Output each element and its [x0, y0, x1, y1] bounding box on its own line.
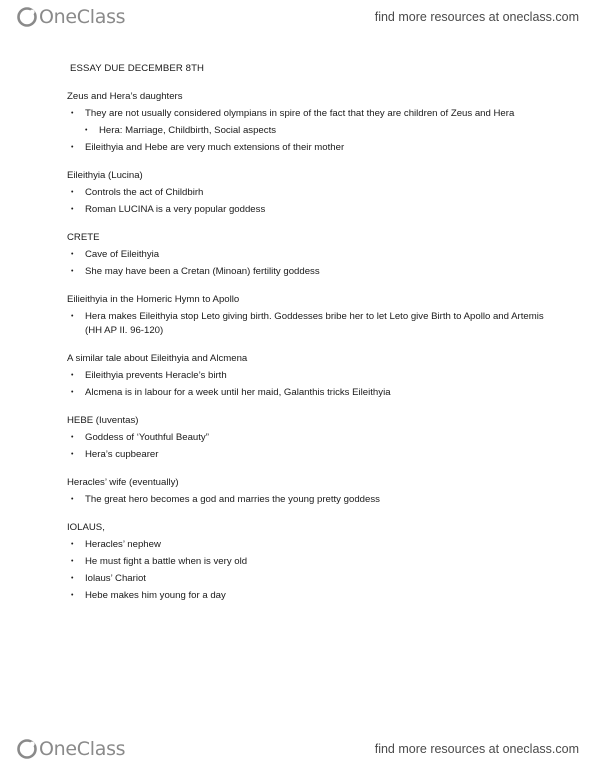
section — [67, 90, 547, 155]
section-heading: Eileithyia (Lucina) — [67, 170, 143, 181]
oneclass-logo[interactable] — [16, 6, 125, 28]
logo-text: OneClass — [39, 6, 126, 28]
bullet-item: • Controls the act of Childbirh — [67, 186, 547, 200]
bullet-item: • She may have been a Cretan (Minoan) fertility goddess — [67, 265, 547, 279]
section-heading: A similar tale about Eileithyia and Alcmena — [67, 353, 248, 364]
sub-bullet-item: • Hera: Marriage, Childbirth, Social aspects — [67, 124, 547, 138]
bullet-list — [67, 248, 547, 279]
section — [67, 293, 547, 338]
bullet-item: • Heracles’ nephew — [67, 538, 547, 552]
section-heading: CRETE — [67, 232, 100, 243]
bullet-item: • Cave of Eileithyia — [67, 248, 547, 262]
section — [67, 231, 547, 279]
bullet-item: • Roman LUCINA is a very popular goddess — [67, 203, 547, 217]
oneclass-logo[interactable] — [16, 738, 125, 760]
find-more-resources-link[interactable]: find more resources at oneclass.com — [374, 10, 579, 24]
oneclass-logo-icon — [16, 738, 38, 760]
section-heading: Heracles’ wife (eventually) — [67, 477, 179, 488]
bullet-item: • Hebe makes him young for a day — [67, 589, 547, 603]
bullet-item: • The great hero becomes a god and marries the young pretty goddess — [67, 493, 547, 507]
bullet-item: • Hera’s cupbearer — [67, 448, 547, 462]
section — [67, 521, 547, 603]
section-heading: Zeus and Hera’s daughters — [67, 91, 183, 102]
section — [67, 352, 547, 400]
page-footer — [0, 732, 595, 772]
bullet-item: • Eileithyia prevents Heracle’s birth — [67, 369, 547, 383]
bullet-item: • Eileithyia and Hebe are very much extensions of their mother — [67, 141, 547, 155]
bullet-list — [67, 431, 547, 462]
document-title: ESSAY DUE DECEMBER 8TH — [70, 63, 205, 74]
bullet-list — [67, 538, 547, 603]
oneclass-logo-icon — [16, 6, 38, 28]
section-heading: HEBE (Iuventas) — [67, 415, 139, 426]
bullet-list — [67, 493, 547, 507]
section — [67, 414, 547, 462]
section — [67, 476, 547, 507]
bullet-list — [67, 107, 547, 155]
section-heading: IOLAUS, — [67, 522, 105, 533]
bullet-item: • Goddess of ‘Youthful Beauty” — [67, 431, 547, 445]
find-more-resources-link[interactable]: find more resources at oneclass.com — [374, 742, 579, 756]
section — [67, 169, 547, 217]
section-heading: Eilieithyia in the Homeric Hymn to Apollo — [67, 294, 240, 305]
bullet-item: • He must fight a battle when is very old — [67, 555, 547, 569]
bullet-item: • Hera makes Eileithyia stop Leto giving birth. Goddesses bribe her to let Leto give Birth to Apollo and Artemis (HH AP II. 96-120) — [67, 310, 547, 338]
bullet-list — [67, 310, 547, 338]
bullet-list — [67, 369, 547, 400]
bullet-item: • Iolaus’ Chariot — [67, 572, 547, 586]
bullet-list — [67, 186, 547, 217]
document-body — [67, 62, 547, 617]
logo-text: OneClass — [39, 738, 126, 760]
bullet-item: • Alcmena is in labour for a week until her maid, Galanthis tricks Eileithyia — [67, 386, 547, 400]
bullet-item: • They are not usually considered olympians in spire of the fact that they are children of Zeus and Hera — [67, 107, 547, 121]
page-header — [0, 0, 595, 40]
